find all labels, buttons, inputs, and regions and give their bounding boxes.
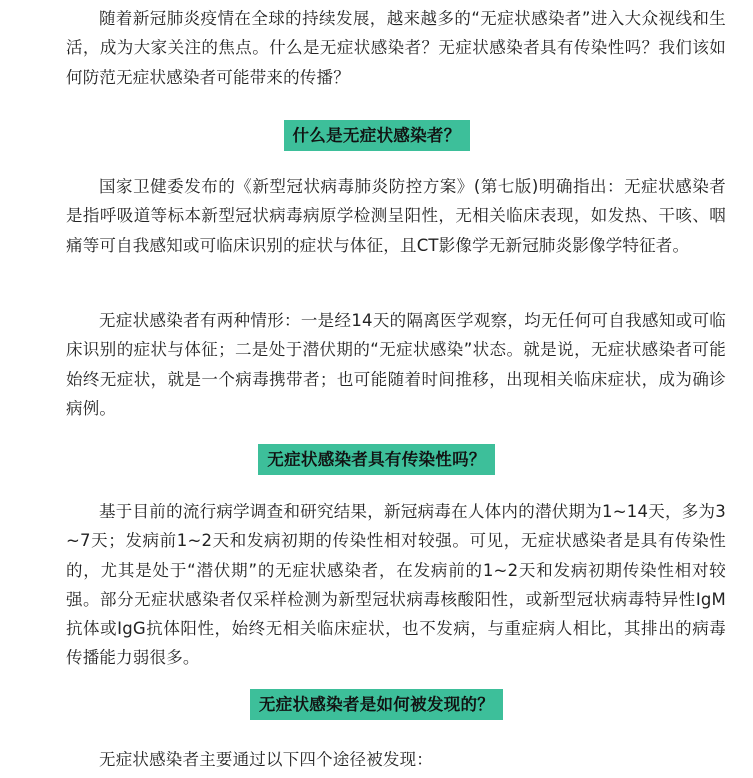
contagiousness-paragraph: 基于目前的流行病学调查和研究结果，新冠病毒在人体内的潜伏期为1~14天，多为3~7天；发病前1~2天和发病初期的传染性相对较强。可见，无症状感染者是具有传染性的，尤其是处于“潜伏期”的无症状感染者，在发病前的1~2天和发病初期传染性相对较强。部分无症状感染者仅采样检测为新型冠状病毒核酸阳性，或新型冠状病毒特异性IgM抗体或IgG抗体阳性，始终无相关临床症状，也不发病，与重症病人相比，其排出的病毒传播能力弱很多。 [66, 502, 726, 668]
section-heading-label: 无症状感染者是如何被发现的？ [250, 689, 503, 720]
discovery-paragraph: 无症状感染者主要通过以下四个途径被发现： [99, 750, 433, 769]
section-heading-contagious [0, 444, 753, 475]
section-heading-label: 什么是无症状感染者？ [284, 120, 470, 151]
section-heading-what-is [0, 120, 753, 151]
intro-paragraph: 随着新冠肺炎疫情在全球的持续发展，越来越多的“无症状感染者”进入大众视线和生活，成为大家关注的焦点。什么是无症状感染者？无症状感染者具有传染性吗？我们该如何防范无症状感染者可能带来的传播？ [66, 9, 726, 87]
section-heading-label: 无症状感染者具有传染性吗？ [258, 444, 494, 475]
definition-paragraph: 国家卫健委发布的《新型冠状病毒肺炎防控方案》(第七版)明确指出：无症状感染者是指呼吸道等标本新型冠状病毒病原学检测呈阳性，无相关临床表现，如发热、干咳、咽痛等可自我感知或可临床识别的症状与体征，且CT影像学无新冠肺炎影像学特征者。 [66, 177, 726, 255]
two-situations-paragraph: 无症状感染者有两种情形：一是经14天的隔离医学观察，均无任何可自我感知或可临床识别的症状与体征；二是处于潜伏期的“无症状感染”状态。就是说，无症状感染者可能始终无症状，就是一个病毒携带者；也可能随着时间推移，出现相关临床症状，成为确诊病例。 [66, 311, 726, 418]
section-heading-discovery [0, 689, 753, 720]
